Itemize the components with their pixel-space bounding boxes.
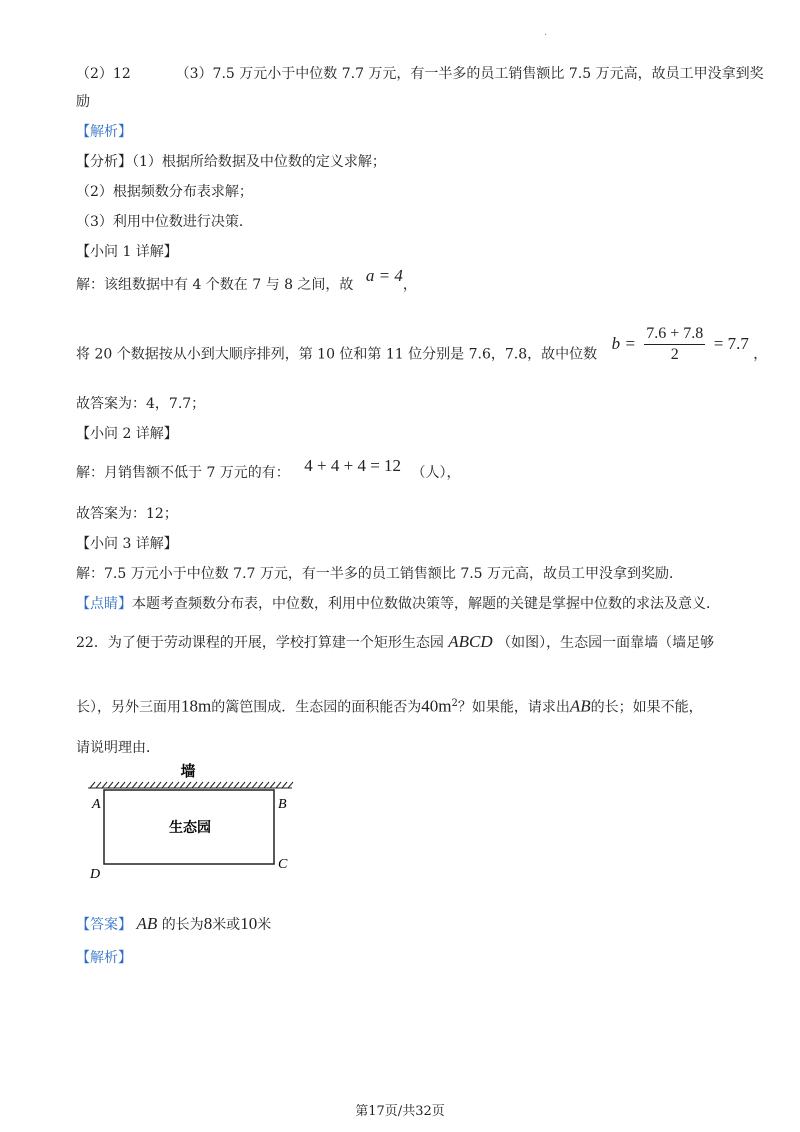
q1-b-numerator: 7.6 + 7.8 <box>644 324 705 345</box>
answer-text-1: 的长为 <box>161 917 204 933</box>
wall-hatch-mark <box>180 782 185 788</box>
q1-b-formula <box>611 325 754 363</box>
wall-hatch-mark <box>198 782 203 788</box>
q1-b-fraction <box>644 324 705 365</box>
page-footer: 第17页/共32页 <box>355 1104 445 1119</box>
p22-ab: AB <box>569 696 591 716</box>
q1-b-text: 将 20 个数据按从小到大顺序排列，第 10 位和第 11 位分别是 7.6，7.8，故中位数 <box>76 346 598 363</box>
wall-hatching <box>88 782 293 788</box>
wall-hatch-mark <box>288 782 293 788</box>
wall-hatch-mark <box>204 782 209 788</box>
p22-text-c2: 的篱笆围成．生态园的面积能否为 <box>211 699 422 716</box>
wall-hatch-mark <box>96 782 101 788</box>
wall-label: 墙 <box>180 762 196 780</box>
q2-text: 解：月销售额不低于 7 万元的有： <box>76 465 290 481</box>
wall-hatch-mark <box>234 782 239 788</box>
wall-hatch-mark <box>246 782 251 788</box>
q2-answer: 故答案为：12； <box>76 506 178 522</box>
q1-answer: 故答案为：4，7.7； <box>76 396 206 412</box>
analysis-1: 【分析】（1）根据所给数据及中位数的定义求解； <box>76 154 386 170</box>
wall-hatch-mark <box>138 782 143 788</box>
q1-a-formula: a = 4 <box>365 266 403 285</box>
q1-title: 【小问 1 详解】 <box>76 244 178 260</box>
q2-formula: 4 + 4 + 4 = 12 <box>304 456 402 475</box>
wall-hatch-mark <box>102 782 107 788</box>
answer-8: 8 <box>203 914 213 933</box>
vertex-b: B <box>278 797 287 812</box>
analysis-3: （3）利用中位数进行决策． <box>76 214 253 230</box>
q1-a-end: ， <box>402 277 417 293</box>
answer-2: （2）12 <box>76 66 131 82</box>
wall-hatch-mark <box>120 782 125 788</box>
p22-text-a: 22．为了便于劳动课程的开展，学校打算建一个矩形生态园 <box>76 635 444 651</box>
dianjing-text: 本题考查频数分布表，中位数，利用中位数做决策等，解题的关键是掌握中位数的求法及意义． <box>132 596 720 612</box>
q3-text: 解：7.5 万元小于中位数 7.7 万元，有一半多的员工销售额比 7.5 万元高，故员工甲没拿到奖励． <box>76 566 684 582</box>
wall-hatch-mark <box>114 782 119 788</box>
q1-b-lhs: b = <box>611 333 636 353</box>
vertex-a: A <box>92 797 101 812</box>
answer-3: （3）7.5 万元小于中位数 7.7 万元，有一半多的员工销售额比 7.5 万元高，故员工甲没拿到奖 <box>175 66 764 82</box>
wall-hatch-mark <box>222 782 227 788</box>
answer-ab: AB <box>136 914 158 933</box>
q1-b-rhs: = 7.7 <box>713 333 749 353</box>
answer-text-2: 米或 <box>212 917 241 933</box>
p22-abcd: ABCD <box>448 632 493 651</box>
problem-22-line-3: 请说明理由． <box>76 740 160 756</box>
page-dot: · <box>544 30 548 41</box>
vertex-d: D <box>90 867 101 882</box>
wall-hatch-mark <box>186 782 191 788</box>
wall-hatch-mark <box>210 782 215 788</box>
dianjing-tag: 【点睛】 <box>76 596 132 612</box>
wall-hatch-mark <box>216 782 221 788</box>
analysis-2: （2）根据频数分布表求解； <box>76 184 253 200</box>
problem-22-line-2 <box>76 694 703 718</box>
wall-hatch-mark <box>258 782 263 788</box>
dianjing-line <box>76 594 720 614</box>
wall-hatch-mark <box>108 782 113 788</box>
garden-label: 生态园 <box>169 820 211 836</box>
q2-title: 【小问 2 详解】 <box>76 426 178 442</box>
wall-hatch-mark <box>192 782 197 788</box>
q1-line-a <box>76 266 417 295</box>
wall-hatch-mark <box>168 782 173 788</box>
answer-line-1 <box>76 64 764 84</box>
wall-hatch-mark <box>162 782 167 788</box>
p22-area: 40m <box>421 696 452 716</box>
p22-fence-length: 18m <box>181 696 212 716</box>
answer-10: 10 <box>240 914 258 933</box>
wall-hatch-mark <box>228 782 233 788</box>
wall-hatch-mark <box>282 782 287 788</box>
p22-text-b: （如图），生态园一面靠墙（墙足够 <box>497 635 715 651</box>
q2-line <box>76 456 461 483</box>
wall-hatch-mark <box>174 782 179 788</box>
p22-text-c1: 长），另外三面用 <box>76 699 181 716</box>
wall-hatch-mark <box>270 782 275 788</box>
q1-line-b <box>76 325 768 375</box>
q1-a-text: 解：该组数据中有 4 个数在 7 与 8 之间，故 <box>76 277 354 293</box>
wall-hatch-mark <box>276 782 281 788</box>
wall-hatch-mark <box>252 782 257 788</box>
q3-title: 【小问 3 详解】 <box>76 536 178 552</box>
wall-hatch-mark <box>144 782 149 788</box>
wall-hatch-mark <box>126 782 131 788</box>
wall-hatch-mark <box>264 782 269 788</box>
q2-unit: （人）， <box>411 465 461 481</box>
p22-text-c4: 的长；如果不能， <box>590 699 703 716</box>
jiexi-label-2: 【解析】 <box>76 950 132 966</box>
wall-hatch-mark <box>240 782 245 788</box>
q1-b-end: ， <box>753 346 768 363</box>
problem-22-line-1 <box>76 632 714 653</box>
wall-hatch-mark <box>156 782 161 788</box>
q1-b-denominator: 2 <box>670 346 679 363</box>
answer-tag: 【答案】 <box>76 917 132 933</box>
p22-area-sup: 2 <box>451 698 458 709</box>
vertex-c: C <box>278 857 288 872</box>
jiexi-label-1: 【解析】 <box>76 124 132 140</box>
wall-hatch-mark <box>90 782 95 788</box>
answer-line-2: 励 <box>76 94 90 110</box>
wall-hatch-mark <box>132 782 137 788</box>
wall-hatch-mark <box>150 782 155 788</box>
p22-text-c3: ？如果能，请求出 <box>457 699 570 716</box>
answer-text-3: 米 <box>257 917 272 933</box>
garden-figure <box>80 760 310 885</box>
answer-line <box>76 914 271 935</box>
